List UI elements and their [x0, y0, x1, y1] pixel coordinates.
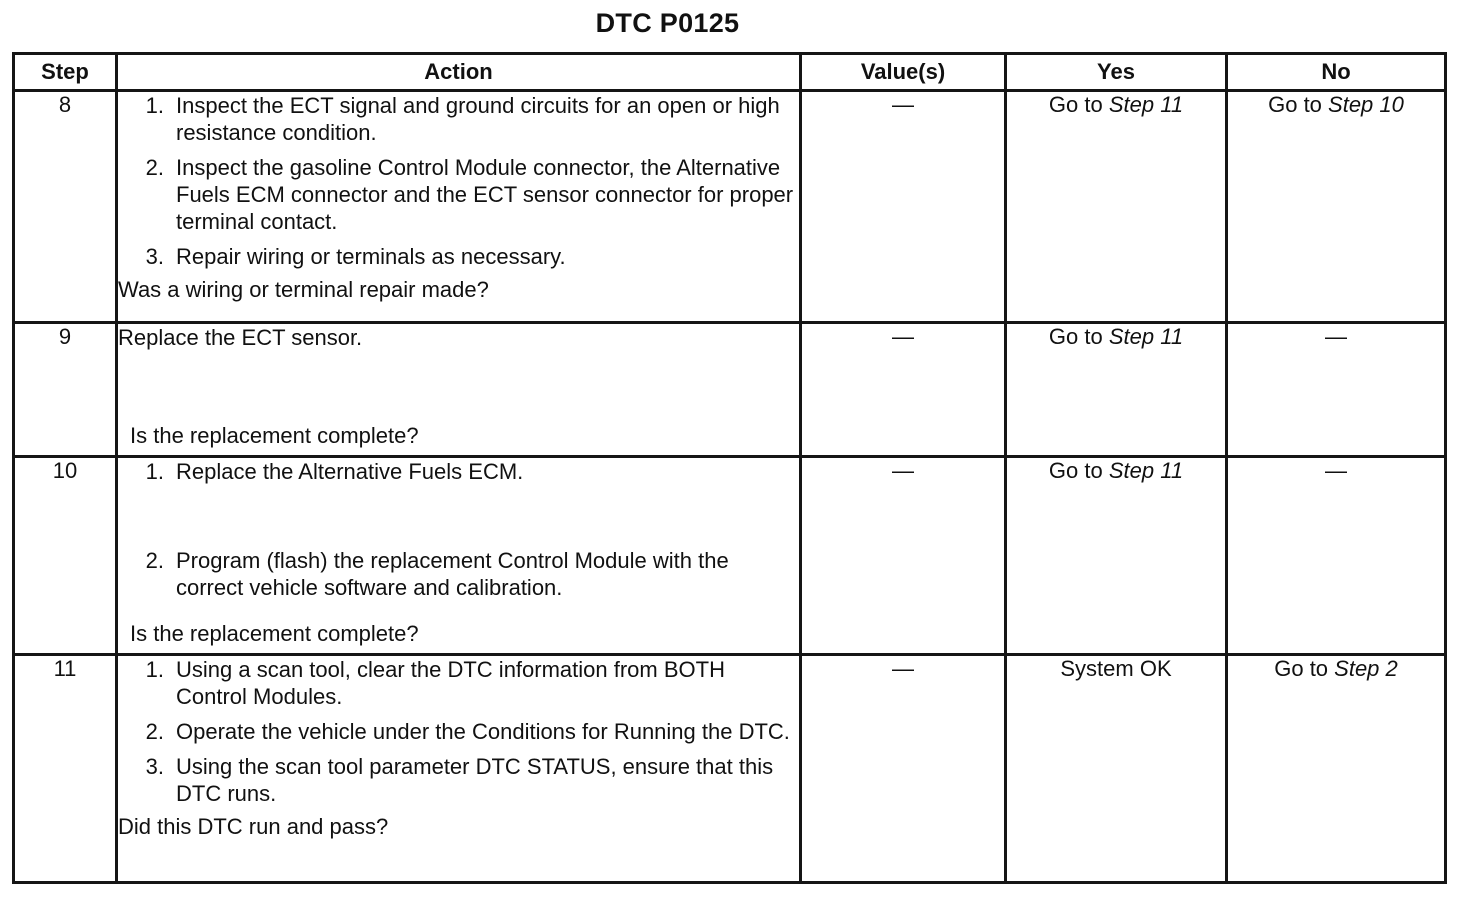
action-lead: Replace the ECT sensor.: [118, 325, 363, 350]
header-yes: Yes: [1006, 54, 1227, 91]
step-number: 11: [14, 655, 117, 883]
question-text: Is the replacement complete?: [130, 423, 419, 448]
table-row: [14, 91, 1446, 323]
value-dash: —: [892, 324, 914, 349]
item-number: 1.: [145, 459, 164, 484]
item-number: 2.: [145, 719, 164, 744]
item-number: 2.: [145, 155, 164, 180]
list-item: [118, 718, 799, 745]
table-row: [14, 457, 1446, 655]
list-item: [118, 243, 799, 270]
no-dash: —: [1325, 458, 1347, 483]
header-row: [14, 54, 1446, 91]
yes-prefix: Go to: [1048, 92, 1109, 117]
item-number: 3.: [145, 754, 164, 779]
no-prefix: Go to: [1274, 656, 1335, 681]
list-item: [118, 154, 799, 235]
dtc-table: [12, 52, 1447, 884]
item-text: Using the scan tool parameter DTC STATUS, ensure that this DTC runs.: [176, 754, 774, 806]
step-number: 9: [14, 323, 117, 457]
value-dash: —: [892, 92, 914, 117]
yes-step-link[interactable]: Step 11: [1108, 324, 1184, 349]
header-action: Action: [117, 54, 801, 91]
list-item: [118, 92, 799, 146]
step-number: 10: [14, 457, 117, 655]
item-number: 3.: [145, 244, 164, 269]
yes-cell: [1006, 655, 1227, 883]
table-row: [14, 655, 1446, 883]
item-text: Using a scan tool, clear the DTC information from BOTH Control Modules.: [176, 657, 725, 709]
list-item: [118, 547, 799, 601]
header-step: Step: [14, 54, 117, 91]
no-cell: [1227, 457, 1446, 655]
values-cell: [801, 655, 1006, 883]
yes-cell: [1006, 91, 1227, 323]
action-cell: [117, 91, 801, 323]
item-text: Repair wiring or terminals as necessary.: [176, 244, 566, 269]
no-step-link[interactable]: Step 2: [1334, 656, 1398, 681]
item-text: Replace the Alternative Fuels ECM.: [176, 459, 524, 484]
table-row: [14, 323, 1446, 457]
page-title: DTC P0125: [595, 8, 740, 38]
no-cell: [1227, 91, 1446, 323]
no-dash: —: [1325, 324, 1347, 349]
no-cell: [1227, 323, 1446, 457]
action-list: [118, 92, 799, 270]
no-cell: [1227, 655, 1446, 883]
item-number: 2.: [145, 548, 164, 573]
yes-result: System OK: [1060, 656, 1172, 681]
header-no: No: [1227, 54, 1446, 91]
header-values: Value(s): [801, 54, 1006, 91]
item-text: Program (flash) the replacement Control Module with the correct vehicle software and calibration.: [176, 548, 729, 600]
yes-cell: [1006, 323, 1227, 457]
question-text: Is the replacement complete?: [130, 621, 419, 646]
yes-step-link[interactable]: Step 11: [1108, 458, 1184, 483]
values-cell: [801, 323, 1006, 457]
yes-prefix: Go to: [1048, 324, 1109, 349]
value-dash: —: [892, 458, 914, 483]
list-item: [118, 458, 799, 485]
action-cell: [117, 655, 801, 883]
values-cell: [801, 457, 1006, 655]
action-list: [118, 458, 799, 601]
item-number: 1.: [145, 93, 164, 118]
action-cell: [117, 323, 801, 457]
action-list: [118, 656, 799, 807]
yes-step-link[interactable]: Step 11: [1108, 92, 1184, 117]
no-step-link[interactable]: Step 10: [1328, 92, 1404, 117]
action-cell: [117, 457, 801, 655]
item-text: Inspect the ECT signal and ground circuits for an open or high resistance condition.: [176, 93, 780, 145]
step-number: 8: [14, 91, 117, 323]
no-prefix: Go to: [1268, 92, 1329, 117]
question-text: Did this DTC run and pass?: [118, 814, 389, 839]
item-text: Inspect the gasoline Control Module connector, the Alternative Fuels ECM connector and the ECT sensor connector for proper terminal contact.: [176, 155, 794, 234]
item-number: 1.: [145, 657, 164, 682]
item-text: Operate the vehicle under the Conditions for Running the DTC.: [176, 719, 790, 744]
value-dash: —: [892, 656, 914, 681]
question-text: Was a wiring or terminal repair made?: [118, 277, 489, 302]
list-item: [118, 656, 799, 710]
yes-prefix: Go to: [1048, 458, 1109, 483]
list-item: [118, 753, 799, 807]
yes-cell: [1006, 457, 1227, 655]
values-cell: [801, 91, 1006, 323]
